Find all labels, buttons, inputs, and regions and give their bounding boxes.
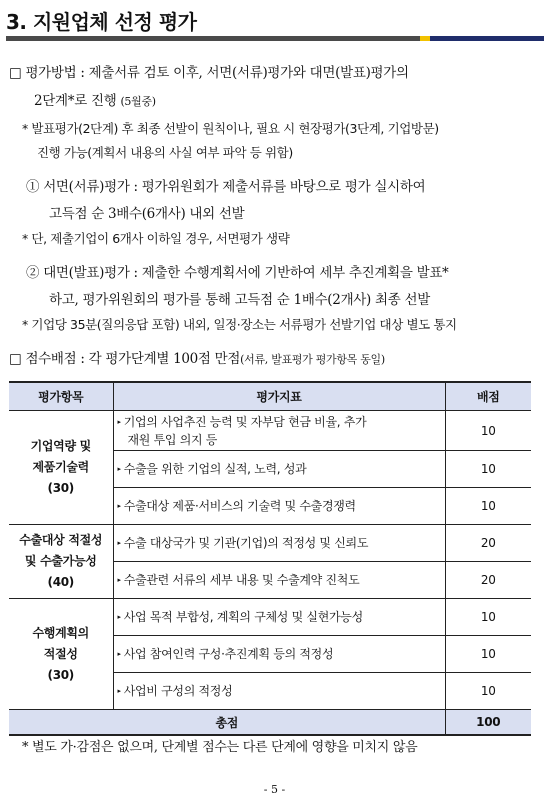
title-rule-gray <box>6 36 420 41</box>
category-cell <box>9 525 113 599</box>
indicator-text: 수출을 위한 기업의 실적, 노력, 성과 <box>123 462 307 476</box>
section-title: 3. 지원업체 선정 평가 <box>6 10 197 34</box>
indicator-cell <box>113 525 445 562</box>
indicator-cell <box>113 599 445 636</box>
eval-method-line-1: □ 평가방법 : 제출서류 검토 이후, 서면(서류)평가와 대면(발표)평가의 <box>9 65 409 81</box>
score-cell: 10 <box>445 636 531 673</box>
bullet-triangle-icon: ▸ <box>117 539 121 547</box>
written-eval-line-2: 고득점 순 3배수(6개사) 내외 선발 <box>49 206 245 222</box>
bullet-triangle-icon: ▸ <box>117 417 121 426</box>
evaluation-table <box>9 381 531 736</box>
note-written-skip: * 단, 제출기업이 6개사 이하일 경우, 서면평가 생략 <box>22 231 290 246</box>
indicator-text: 기업의 사업추진 능력 및 자부담 현금 비율, 추가 <box>123 414 367 429</box>
score-cell: 20 <box>445 562 531 599</box>
note-presentation-line-2: 진행 가능(계획서 내용의 사실 여부 파악 등 위함) <box>37 145 293 160</box>
indicator-text: 사업비 구성의 적정성 <box>123 684 233 698</box>
category-label: 수출대상 적절성 <box>19 533 103 547</box>
indicator-text: 사업 참여인력 구성·추진계획 등의 적정성 <box>123 647 334 661</box>
score-cell: 10 <box>445 673 531 710</box>
written-eval-line-1: ① 서면(서류)평가 : 평가위원회가 제출서류를 바탕으로 평가 실시하여 <box>26 179 426 195</box>
score-allocation-main: □ 점수배점 : 각 평가단계별 100점 만점 <box>9 351 241 367</box>
bullet-triangle-icon: ▸ <box>117 465 121 473</box>
indicator-cell <box>113 488 445 525</box>
indicator-cell <box>113 636 445 673</box>
bullet-triangle-icon: ▸ <box>117 576 121 584</box>
bullet-triangle-icon: ▸ <box>117 613 121 621</box>
category-label: 제품기술력 <box>32 460 89 474</box>
score-cell: 10 <box>445 488 531 525</box>
score-allocation-line <box>9 347 385 367</box>
total-row <box>9 710 531 736</box>
category-label: 적절성 <box>43 646 78 661</box>
table-row <box>9 599 531 636</box>
note-presentation-time: * 기업당 35분(질의응답 포함) 내외, 일정·장소는 서류평가 선발기업 대상 별도 통지 <box>22 317 457 332</box>
category-points: (40) <box>47 575 74 589</box>
category-label: 및 수출가능성 <box>24 554 97 568</box>
bullet-triangle-icon: ▸ <box>117 502 121 510</box>
table-header-row <box>9 382 531 411</box>
category-points: (30) <box>47 667 74 682</box>
bullet-triangle-icon: ▸ <box>117 650 121 658</box>
indicator-text: 수출대상 제품·서비스의 기술력 및 수출경쟁력 <box>123 499 356 513</box>
score-cell: 10 <box>445 451 531 488</box>
indicator-cell <box>113 673 445 710</box>
indicator-text: 수출관련 서류의 세부 내용 및 수출계약 진척도 <box>123 573 360 587</box>
indicator-cell <box>113 562 445 599</box>
indicator-cell <box>113 451 445 488</box>
presentation-eval-line-2: 하고, 평가위원회의 평가를 통해 고득점 순 1배수(2개사) 최종 선발 <box>49 292 430 308</box>
header-score: 배점 <box>445 382 531 411</box>
note-presentation-line-1: * 발표평가(2단계) 후 최종 선발이 원칙이나, 필요 시 현장평가(3단계, 기업방문) <box>22 121 439 136</box>
indicator-text: 재원 투입 의지 등 <box>127 432 218 447</box>
footnote: * 별도 가·감점은 없으며, 단계별 점수는 다른 단계에 영향을 미치지 않음 <box>22 740 418 755</box>
eval-method-line-2 <box>34 89 156 109</box>
category-cell <box>9 599 113 710</box>
score-cell: 20 <box>445 525 531 562</box>
score-cell: 10 <box>445 599 531 636</box>
presentation-eval-line-1: ② 대면(발표)평가 : 제출한 수행계획서에 기반하여 세부 추진계획을 발표* <box>26 265 449 281</box>
indicator-text: 수출 대상국가 및 기관(기업)의 적정성 및 신뢰도 <box>123 536 369 550</box>
indicator-text: 사업 목적 부합성, 계획의 구체성 및 실현가능성 <box>123 610 363 624</box>
eval-method-stages: 2단계*로 진행 <box>34 93 117 109</box>
bullet-triangle-icon: ▸ <box>117 687 121 695</box>
category-points: (30) <box>47 481 74 495</box>
score-allocation-note: (서류, 발표평가 평가항목 동일) <box>240 353 385 366</box>
category-cell <box>9 411 113 525</box>
header-indicator: 평가지표 <box>113 382 445 411</box>
table-row <box>9 411 531 451</box>
indicator-cell <box>113 411 445 451</box>
page-number: - 5 - <box>263 783 286 796</box>
total-label: 총점 <box>9 710 445 736</box>
total-value: 100 <box>445 710 531 736</box>
eval-method-schedule: (5월중) <box>120 95 156 108</box>
title-rule-yellow <box>420 36 430 41</box>
category-label: 기업역량 및 <box>30 439 91 453</box>
header-category: 평가항목 <box>9 382 113 411</box>
title-rule-navy <box>430 36 544 41</box>
category-label: 수행계획의 <box>32 625 89 640</box>
table-row <box>9 525 531 562</box>
score-cell: 10 <box>445 411 531 451</box>
